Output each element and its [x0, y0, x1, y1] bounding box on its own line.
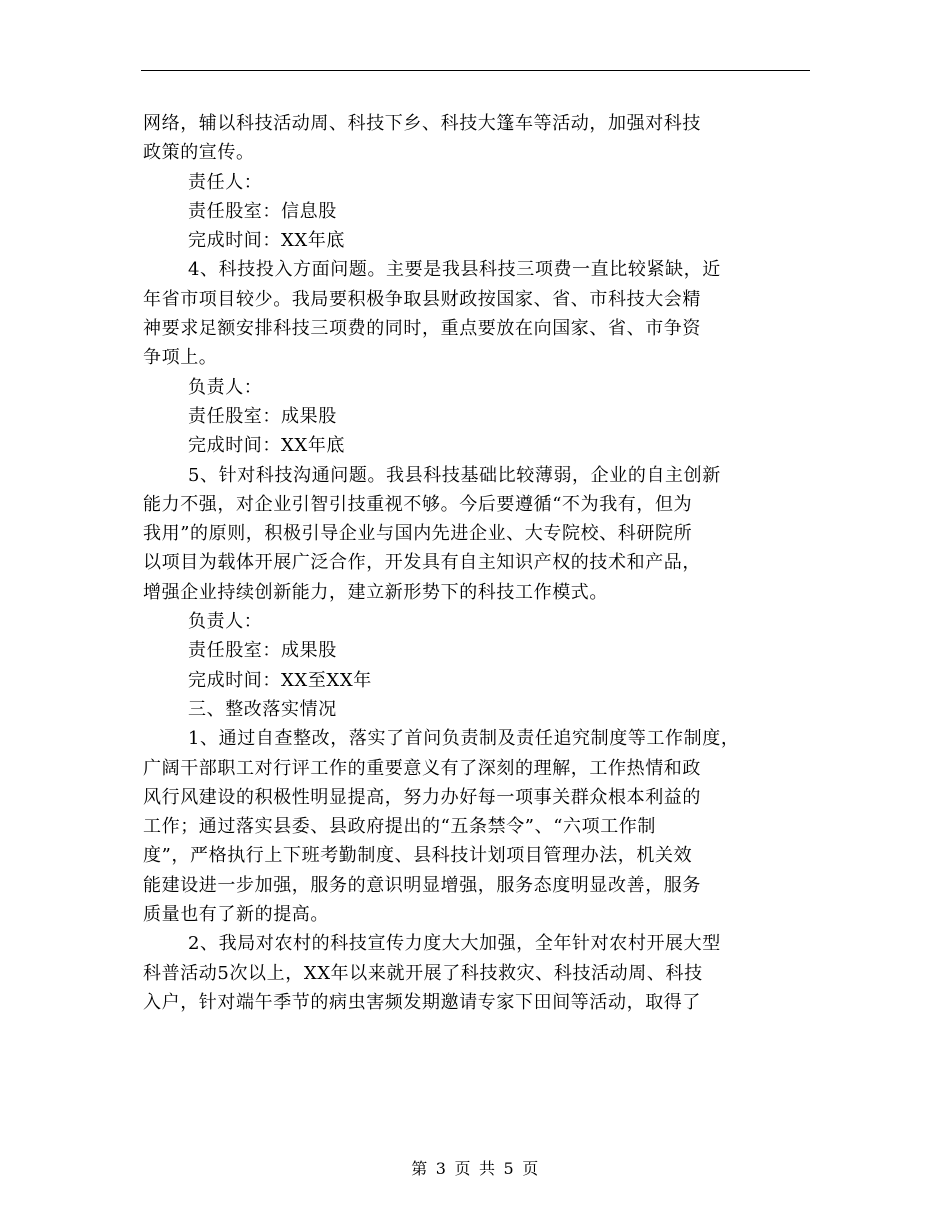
text-line: 1、通过自查整改，落实了首问负责制及责任追究制度等工作制度， — [188, 728, 740, 750]
footer-page-label: 页 — [454, 1159, 471, 1178]
text-line: 增强企业持续创新能力，建立新形势下的科技工作模式。 — [143, 581, 608, 603]
header-rule — [141, 70, 810, 71]
text-line: 5、针对科技沟通问题。我县科技基础比较薄弱，企业的自主创新 — [188, 464, 721, 486]
text-line: 完成时间：XX年底 — [188, 230, 346, 252]
text-line: 神要求足额安排科技三项费的同时，重点要放在向国家、省、市争资 — [143, 318, 701, 340]
text-line: 我用”的原则，积极引导企业与国内先进企业、大专院校、科研院所 — [143, 523, 693, 545]
text-line: 能建设进一步加强，服务的意识明显增强，服务态度明显改善，服务 — [143, 874, 701, 896]
footer-current-page: 3 — [435, 1159, 447, 1178]
text-line: 三、整改落实情况 — [188, 698, 337, 720]
footer-prefix: 第 — [411, 1159, 428, 1178]
text-line: 网络，辅以科技活动周、科技下乡、科技大篷车等活动，加强对科技 — [143, 113, 701, 134]
text-line: 年省市项目较少。我局要积极争取县财政按国家、省、市科技大会精 — [143, 288, 701, 310]
text-line: 争项上。 — [143, 347, 218, 369]
footer-total-pages: 5 — [503, 1159, 515, 1178]
text-line: 2、我局对农村的科技宣传力度大大加强，全年针对农村开展大型 — [188, 933, 721, 955]
text-line: 广阔干部职工对行评工作的重要意义有了深刻的理解，工作热情和政 — [143, 757, 701, 779]
text-line: 责任人： — [188, 171, 263, 193]
footer-total-label: 共 — [479, 1159, 496, 1178]
text-line: 质量也有了新的提高。 — [143, 904, 329, 926]
text-line: 完成时间：XX至XX年 — [188, 669, 372, 691]
text-line: 风行风建设的积极性明显提高，努力办好每一项事关群众根本利益的 — [143, 786, 701, 808]
text-line: 度”，严格执行上下班考勤制度、县科技计划项目管理办法，机关效 — [143, 845, 693, 867]
text-line: 政策的宣传。 — [143, 142, 255, 164]
text-line: 工作；通过落实县委、县政府提出的“五条禁令”、“六项工作制 — [143, 816, 657, 838]
text-line: 能力不强，对企业引智引技重视不够。今后要遵循“不为我有，但为 — [143, 493, 693, 515]
text-line: 完成时间：XX年底 — [188, 435, 346, 457]
text-line: 4、科技投入方面问题。主要是我县科技三项费一直比较紧缺，近 — [188, 259, 721, 281]
page-footer — [0, 1156, 950, 1179]
text-line: 以项目为载体开展广泛合作，开发具有自主知识产权的技术和产品， — [143, 552, 701, 574]
text-line: 负责人： — [188, 611, 263, 633]
text-line: 负责人： — [188, 376, 263, 398]
document-body — [143, 109, 813, 1017]
text-line: 入户，针对端午季节的病虫害频发期邀请专家下田间等活动，取得了 — [143, 991, 701, 1013]
text-line: 科普活动5次以上，XX年以来就开展了科技救灾、科技活动周、科技 — [143, 962, 703, 984]
text-line: 责任股室：信息股 — [188, 200, 337, 222]
footer-suffix: 页 — [522, 1159, 539, 1178]
text-line: 责任股室：成果股 — [188, 405, 337, 427]
text-line: 责任股室：成果股 — [188, 640, 337, 662]
